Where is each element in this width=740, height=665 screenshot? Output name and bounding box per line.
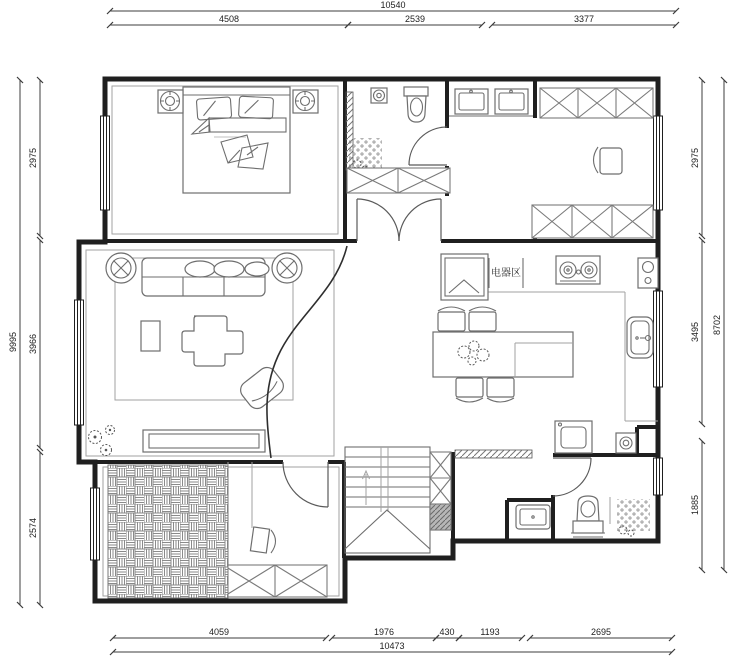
dim-right-seg2: 3495 <box>690 321 700 343</box>
nightstand-right <box>293 90 318 113</box>
sink-basin <box>455 89 488 114</box>
study-door <box>283 462 328 507</box>
dim-right-seg3: 1885 <box>690 494 700 516</box>
dim-bottom-seg3: 430 <box>439 627 455 637</box>
dining-kitchen <box>433 254 658 453</box>
control-panel <box>638 258 658 288</box>
dim-right-seg1: 2975 <box>690 147 700 169</box>
vanity-sink <box>516 505 550 529</box>
bed <box>183 87 290 193</box>
wardrobe-top <box>540 88 653 118</box>
dim-bottom-seg5: 2695 <box>590 627 612 637</box>
window-living-left <box>75 300 84 425</box>
dim-bottom-seg2: 1976 <box>373 627 395 637</box>
wall-hatch-section <box>455 450 532 458</box>
dim-bottom-seg1: 4059 <box>208 627 230 637</box>
dim-left-seg2: 3966 <box>28 333 38 355</box>
dim-left-total: 9995 <box>8 331 18 353</box>
dimensions-left <box>8 80 40 605</box>
window-bedroom-left <box>101 116 110 210</box>
dim-top-seg1: 4508 <box>218 14 240 24</box>
monitor <box>250 527 269 553</box>
nightstand-left <box>158 90 183 113</box>
kitchen-sink <box>627 317 653 358</box>
dim-top-total: 10540 <box>380 0 406 10</box>
stair-cabinet <box>430 452 451 530</box>
window-kitchen-right <box>654 291 663 387</box>
sofa <box>142 258 269 296</box>
fridge <box>441 254 488 300</box>
toilet <box>571 496 605 537</box>
stairs-direction-arrow <box>363 471 370 505</box>
washing-machine <box>555 421 592 453</box>
small-appliance <box>371 88 387 103</box>
dimensions-bottom <box>113 627 672 652</box>
dim-left-seg3: 2574 <box>28 517 38 539</box>
coffee-table <box>182 316 243 366</box>
toilet <box>404 87 428 122</box>
dining-table <box>433 332 573 377</box>
stove <box>556 256 600 284</box>
dim-left-seg1: 2975 <box>28 147 38 169</box>
tv-cabinet <box>143 430 265 452</box>
dimensions-right <box>690 80 724 570</box>
armchair <box>237 364 287 412</box>
wardrobe-bottom <box>532 205 653 238</box>
dining-chair <box>456 378 483 402</box>
cloak-room <box>532 88 653 238</box>
dim-top-seg2: 2539 <box>404 14 426 24</box>
desk-chair <box>271 530 276 553</box>
dim-bottom-total: 10473 <box>379 641 405 651</box>
dining-chair <box>487 378 514 402</box>
bathroom-bottom <box>553 458 650 537</box>
floor-plants <box>89 426 115 456</box>
corner-plant <box>272 253 302 283</box>
shower-area <box>349 138 382 168</box>
dim-top-seg3: 3377 <box>573 14 595 24</box>
bathroom-top-door <box>409 127 447 165</box>
hall-cabinet <box>347 168 450 193</box>
dimensions-top <box>110 0 676 25</box>
dining-chair <box>438 307 465 331</box>
floor-fixture <box>616 433 636 453</box>
window-bathroom-right <box>654 458 663 495</box>
stairs <box>345 447 451 553</box>
living-room <box>86 246 347 458</box>
appliance-area-label: 电器区 <box>491 268 521 279</box>
double-door <box>357 199 441 241</box>
sink-basin <box>495 89 528 114</box>
corner-plant <box>106 253 136 283</box>
window-cloakroom-right <box>654 116 663 210</box>
window-terrace-left <box>91 488 100 560</box>
dim-bottom-seg4: 1193 <box>480 627 500 637</box>
study-wardrobe <box>223 565 327 597</box>
master-bedroom <box>112 86 338 234</box>
vanity-nook <box>449 89 533 116</box>
desk <box>228 462 252 562</box>
bathroom-bottom-door <box>553 458 591 496</box>
shower-area <box>617 499 650 531</box>
terrace-tiled-floor <box>108 465 228 598</box>
dining-chair <box>469 307 496 331</box>
dim-right-total: 8702 <box>712 314 722 336</box>
side-table <box>141 321 160 351</box>
dressing-chair <box>594 147 623 174</box>
bathroom-top <box>349 87 447 172</box>
